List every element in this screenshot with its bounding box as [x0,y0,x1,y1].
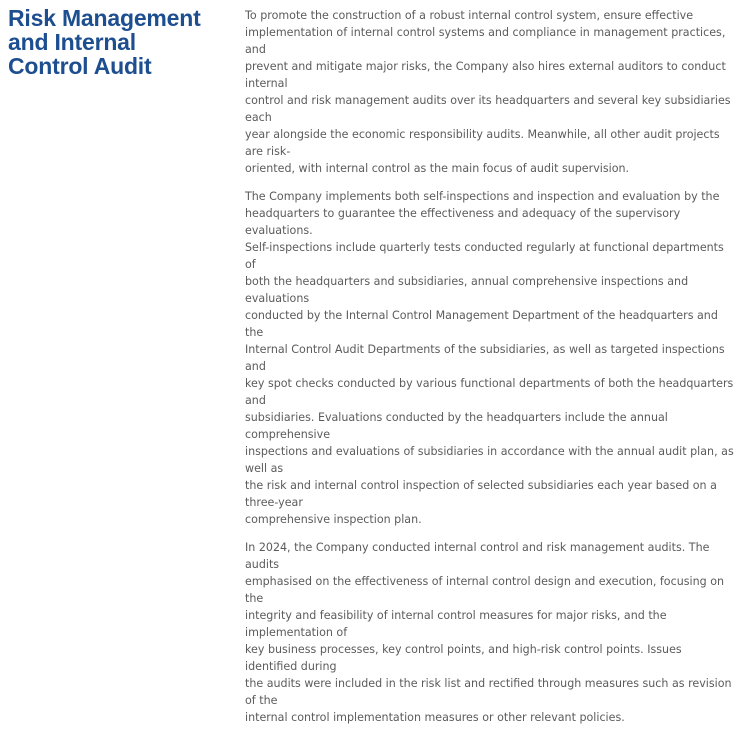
section-title [8,6,218,78]
paragraph-2024-audits: In 2024, the Company conducted internal control and risk management audits. The audits emphasised on the effectiveness of internal control design and execution, focusing on the integrity and feasibility of internal control measures for major risks, and the implementation of key business processes, key control points, and high-risk control points. Issues identified during the audits were included in the risk list and rectified through measures such as revision of the internal control implementation measures or other relevant policies. [245,541,732,724]
section-title-line-2: and Internal [8,29,136,55]
section-body [245,7,737,737]
section-title-line-1: Risk Management [8,5,201,31]
section-title-line-3: Control Audit [8,53,152,79]
paragraph-self-inspections: The Company implements both self-inspections and inspection and evaluation by the headquarters to guarantee the effectiveness and adequacy of the supervisory evaluations. Self-inspections include quarterly tests conducted regularly at functional departments of both the headquarters and subsidiaries, annual comprehensive inspections and evaluations conducted by the Internal Control Management Department of the headquarters and the Internal Control Audit Departments of the subsidiaries, as well as targeted inspections and key spot checks conducted by various functional departments of both the headquarters and subsidiaries. Evaluations conducted by the headquarters include the annual comprehensive inspections and evaluations of subsidiaries in accordance with the annual audit plan, as well as the risk and internal control inspection of selected subsidiaries each year based on a three-year comprehensive inspection plan. [245,190,734,526]
paragraph-external-audits: To promote the construction of a robust internal control system, ensure effective implementation of internal control systems and compliance in management practices, and prevent and mitigate major risks, the Company also hires external auditors to conduct internal control and risk management audits over its headquarters and several key subsidiaries each year alongside the economic responsibility audits. Meanwhile, all other audit projects are risk- oriented, with internal control as the main focus of audit supervision. [245,9,731,175]
